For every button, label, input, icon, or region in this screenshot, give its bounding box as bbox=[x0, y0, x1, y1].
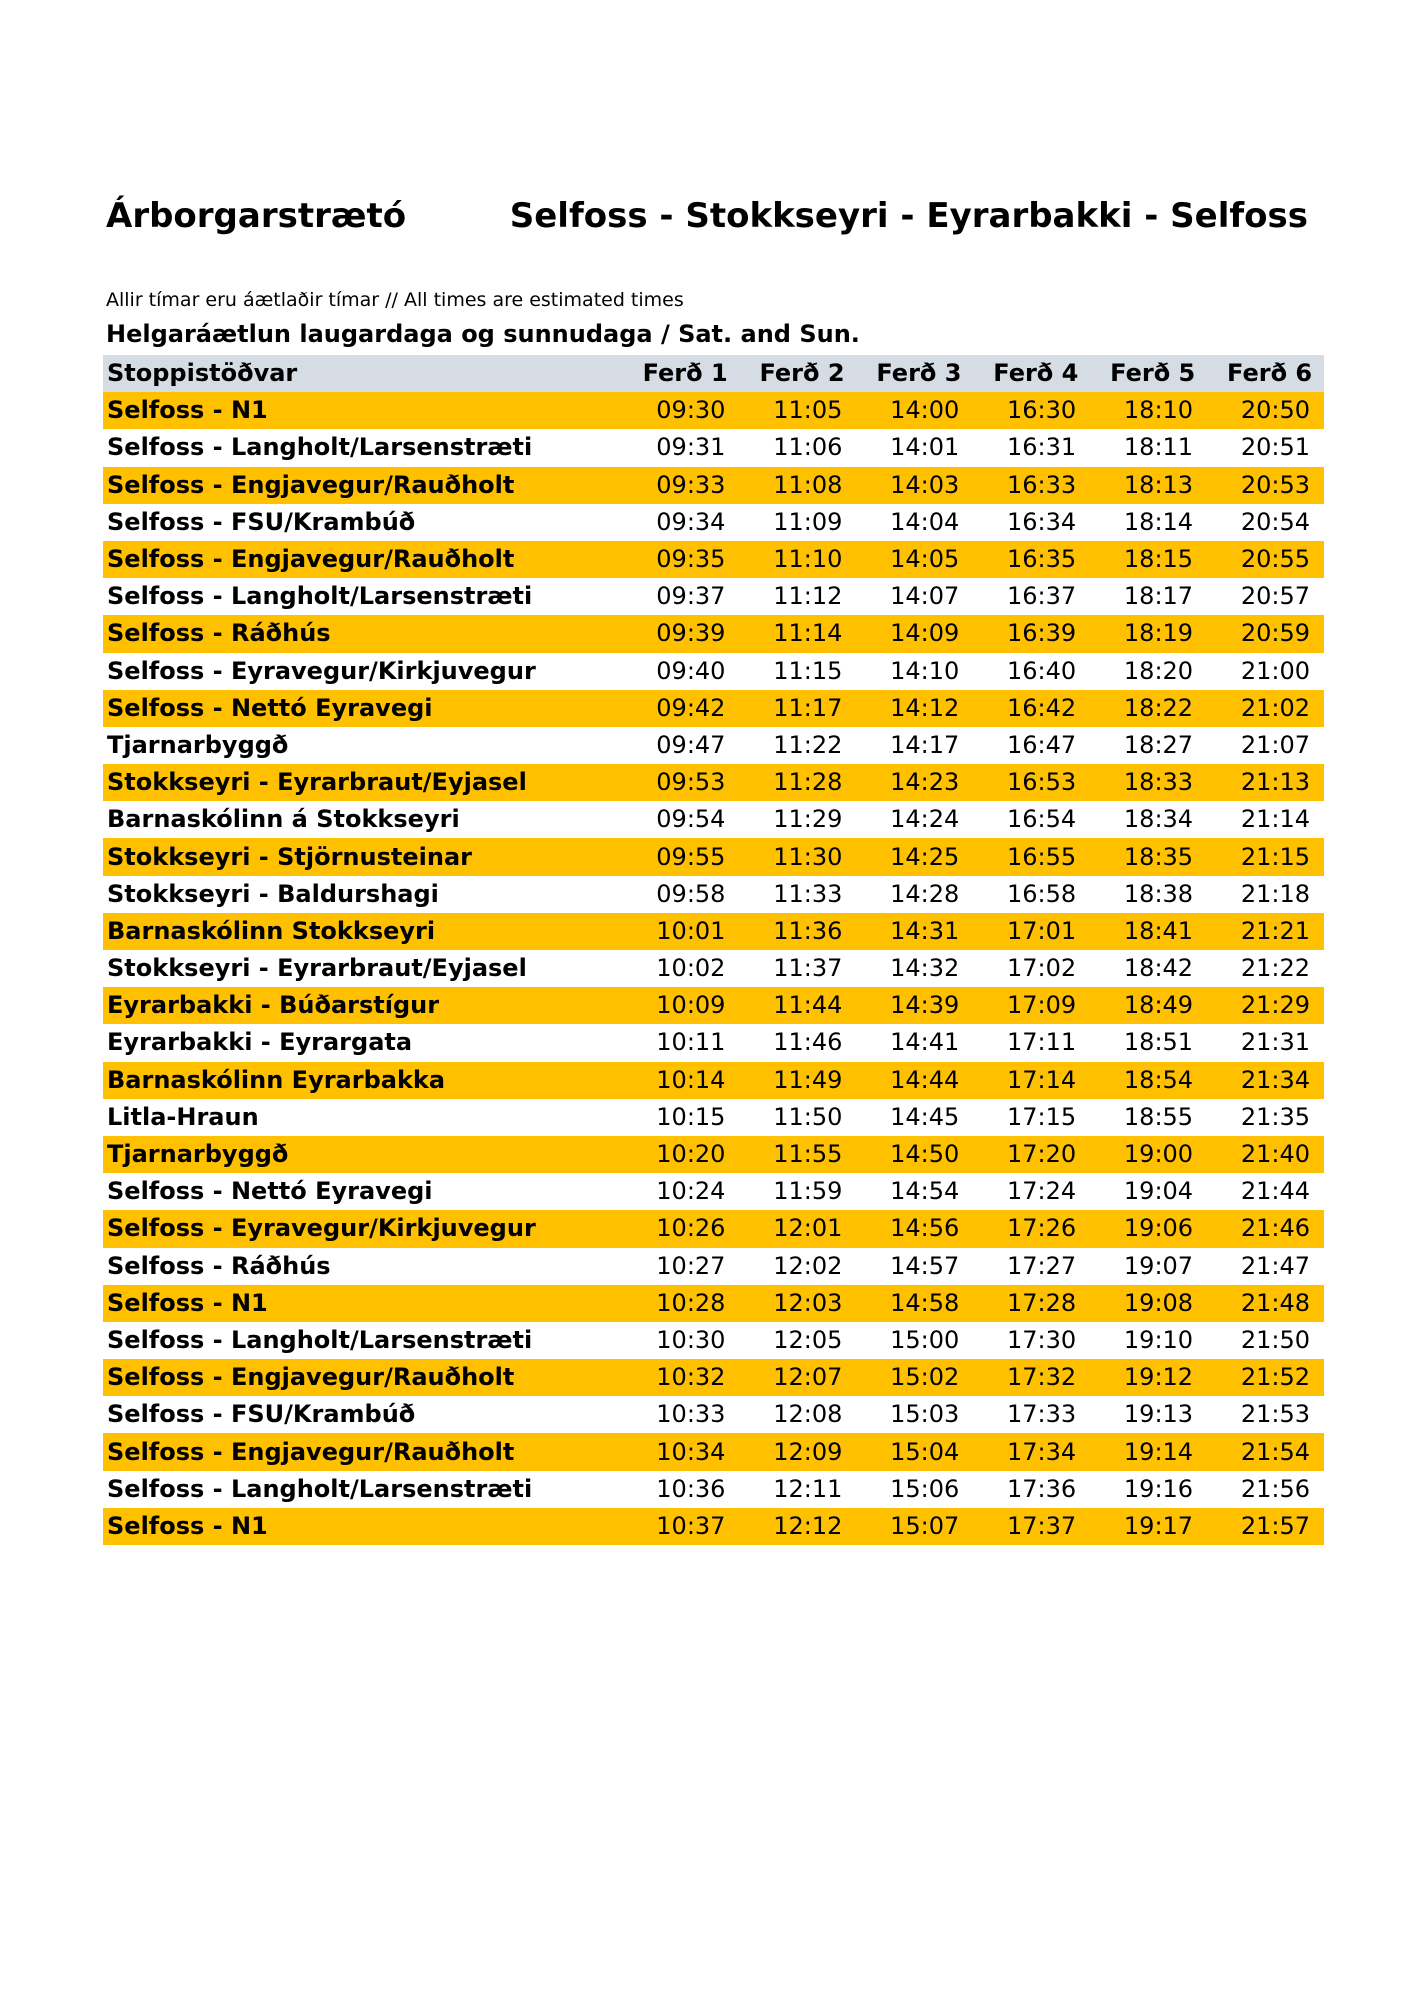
departure-time: 14:24 bbox=[890, 805, 960, 834]
departure-time: 14:04 bbox=[890, 507, 960, 536]
departure-time: 11:44 bbox=[773, 991, 843, 1020]
timetable-body bbox=[103, 392, 1324, 1545]
departure-time: 10:37 bbox=[656, 1511, 726, 1540]
departure-time: 16:34 bbox=[1007, 507, 1077, 536]
route-title: Selfoss - Stokkseyri - Eyrarbakki - Selfoss bbox=[509, 196, 1308, 236]
departure-time: 17:11 bbox=[1007, 1028, 1077, 1057]
departure-time: 21:00 bbox=[1240, 656, 1310, 685]
page-title: Árborgarstrætó bbox=[106, 196, 407, 236]
departure-time: 21:13 bbox=[1240, 768, 1310, 797]
departure-time: 11:33 bbox=[773, 879, 843, 908]
stop-name: Selfoss - Ráðhús bbox=[107, 619, 331, 648]
table-row bbox=[103, 1322, 1324, 1359]
table-header-row bbox=[103, 355, 1324, 392]
departure-time: 14:28 bbox=[890, 879, 960, 908]
departure-time: 21:34 bbox=[1240, 1065, 1310, 1094]
departure-time: 09:53 bbox=[656, 768, 726, 797]
departure-time: 10:34 bbox=[656, 1437, 726, 1466]
departure-time: 09:31 bbox=[656, 433, 726, 462]
departure-time: 16:37 bbox=[1007, 582, 1077, 611]
departure-time: 21:21 bbox=[1240, 916, 1310, 945]
table-row bbox=[103, 1173, 1324, 1210]
stop-name: Selfoss - Nettó Eyravegi bbox=[107, 1177, 433, 1206]
departure-time: 09:39 bbox=[656, 619, 726, 648]
departure-time: 12:09 bbox=[773, 1437, 843, 1466]
departure-time: 09:55 bbox=[656, 842, 726, 871]
departure-time: 12:03 bbox=[773, 1288, 843, 1317]
stop-name: Selfoss - Eyravegur/Kirkjuvegur bbox=[107, 1214, 536, 1243]
departure-time: 17:27 bbox=[1007, 1251, 1077, 1280]
departure-time: 11:49 bbox=[773, 1065, 843, 1094]
departure-time: 12:12 bbox=[773, 1511, 843, 1540]
departure-time: 11:15 bbox=[773, 656, 843, 685]
table-row bbox=[103, 764, 1324, 801]
departure-time: 12:05 bbox=[773, 1325, 843, 1354]
departure-time: 11:28 bbox=[773, 768, 843, 797]
stop-name: Selfoss - N1 bbox=[107, 1288, 268, 1317]
departure-time: 20:51 bbox=[1240, 433, 1310, 462]
departure-time: 12:07 bbox=[773, 1363, 843, 1392]
timetable bbox=[103, 355, 1324, 1545]
departure-time: 09:42 bbox=[656, 693, 726, 722]
departure-time: 17:36 bbox=[1007, 1474, 1077, 1503]
departure-time: 18:38 bbox=[1123, 879, 1194, 908]
departure-time: 19:00 bbox=[1123, 1140, 1194, 1169]
departure-time: 16:33 bbox=[1007, 470, 1077, 499]
departure-time: 10:20 bbox=[656, 1140, 726, 1169]
departure-time: 18:34 bbox=[1123, 805, 1194, 834]
stop-name: Stokkseyri - Eyrarbraut/Eyjasel bbox=[107, 768, 527, 797]
departure-time: 15:02 bbox=[890, 1363, 960, 1392]
departure-time: 18:42 bbox=[1123, 954, 1194, 983]
table-row bbox=[103, 1210, 1324, 1247]
departure-time: 18:49 bbox=[1123, 991, 1194, 1020]
stop-name: Selfoss - Engjavegur/Rauðholt bbox=[107, 1363, 515, 1392]
stop-name: Stokkseyri - Stjörnusteinar bbox=[107, 842, 472, 871]
departure-time: 11:05 bbox=[773, 396, 843, 425]
departure-time: 09:54 bbox=[656, 805, 726, 834]
departure-time: 10:33 bbox=[656, 1400, 726, 1429]
departure-time: 18:54 bbox=[1123, 1065, 1194, 1094]
table-row bbox=[103, 1099, 1324, 1136]
departure-time: 11:55 bbox=[773, 1140, 843, 1169]
departure-time: 20:54 bbox=[1240, 507, 1310, 536]
departure-time: 18:13 bbox=[1123, 470, 1194, 499]
stop-name: Selfoss - Ráðhús bbox=[107, 1251, 331, 1280]
departure-time: 16:31 bbox=[1007, 433, 1077, 462]
table-row bbox=[103, 1508, 1324, 1545]
departure-time: 09:35 bbox=[656, 545, 726, 574]
table-row bbox=[103, 838, 1324, 875]
departure-time: 14:25 bbox=[890, 842, 960, 871]
departure-time: 11:22 bbox=[773, 730, 843, 759]
departure-time: 18:55 bbox=[1123, 1102, 1194, 1131]
table-row bbox=[103, 1433, 1324, 1470]
trip-3-header: Ferð 3 bbox=[876, 359, 962, 388]
stop-name: Litla-Hraun bbox=[107, 1102, 259, 1131]
departure-time: 11:10 bbox=[773, 545, 843, 574]
estimated-times-note: Allir tímar eru áætlaðir tímar // All times are estimated times bbox=[106, 289, 684, 311]
departure-time: 19:17 bbox=[1123, 1511, 1194, 1540]
departure-time: 17:30 bbox=[1007, 1325, 1077, 1354]
departure-time: 14:23 bbox=[890, 768, 960, 797]
departure-time: 20:53 bbox=[1240, 470, 1310, 499]
departure-time: 20:50 bbox=[1240, 396, 1310, 425]
departure-time: 18:27 bbox=[1123, 730, 1194, 759]
table-row bbox=[103, 690, 1324, 727]
departure-time: 19:10 bbox=[1123, 1325, 1194, 1354]
departure-time: 20:57 bbox=[1240, 582, 1310, 611]
departure-time: 10:30 bbox=[656, 1325, 726, 1354]
departure-time: 14:31 bbox=[890, 916, 960, 945]
departure-time: 11:29 bbox=[773, 805, 843, 834]
stop-name: Selfoss - Langholt/Larsenstræti bbox=[107, 1325, 533, 1354]
departure-time: 09:30 bbox=[656, 396, 726, 425]
departure-time: 21:35 bbox=[1240, 1102, 1310, 1131]
departure-time: 19:06 bbox=[1123, 1214, 1194, 1243]
departure-time: 16:47 bbox=[1007, 730, 1077, 759]
departure-time: 20:59 bbox=[1240, 619, 1310, 648]
departure-time: 12:02 bbox=[773, 1251, 843, 1280]
departure-time: 18:11 bbox=[1123, 433, 1194, 462]
departure-time: 11:36 bbox=[773, 916, 843, 945]
table-row bbox=[103, 429, 1324, 466]
departure-time: 15:06 bbox=[890, 1474, 960, 1503]
table-row bbox=[103, 727, 1324, 764]
departure-time: 19:04 bbox=[1123, 1177, 1194, 1206]
departure-time: 12:08 bbox=[773, 1400, 843, 1429]
departure-time: 10:09 bbox=[656, 991, 726, 1020]
stop-name: Selfoss - N1 bbox=[107, 396, 268, 425]
departure-time: 11:09 bbox=[773, 507, 843, 536]
table-row bbox=[103, 1471, 1324, 1508]
departure-time: 18:35 bbox=[1123, 842, 1194, 871]
table-row bbox=[103, 1136, 1324, 1173]
departure-time: 12:11 bbox=[773, 1474, 843, 1503]
stop-name: Selfoss - Langholt/Larsenstræti bbox=[107, 433, 533, 462]
departure-time: 16:54 bbox=[1007, 805, 1077, 834]
trip-4-header: Ferð 4 bbox=[993, 359, 1079, 388]
departure-time: 18:17 bbox=[1123, 582, 1194, 611]
table-row bbox=[103, 1359, 1324, 1396]
departure-time: 14:00 bbox=[890, 396, 960, 425]
departure-time: 14:58 bbox=[890, 1288, 960, 1317]
departure-time: 09:37 bbox=[656, 582, 726, 611]
departure-time: 19:12 bbox=[1123, 1363, 1194, 1392]
departure-time: 16:42 bbox=[1007, 693, 1077, 722]
departure-time: 10:01 bbox=[656, 916, 726, 945]
departure-time: 18:19 bbox=[1123, 619, 1194, 648]
stop-name: Stokkseyri - Baldurshagi bbox=[107, 879, 439, 908]
stop-name: Eyrarbakki - Eyrargata bbox=[107, 1028, 413, 1057]
departure-time: 11:17 bbox=[773, 693, 843, 722]
departure-time: 17:34 bbox=[1007, 1437, 1077, 1466]
departure-time: 21:44 bbox=[1240, 1177, 1310, 1206]
departure-time: 14:32 bbox=[890, 954, 960, 983]
departure-time: 15:03 bbox=[890, 1400, 960, 1429]
departure-time: 19:13 bbox=[1123, 1400, 1194, 1429]
departure-time: 21:56 bbox=[1240, 1474, 1310, 1503]
departure-time: 14:41 bbox=[890, 1028, 960, 1057]
table-row bbox=[103, 578, 1324, 615]
departure-time: 16:39 bbox=[1007, 619, 1077, 648]
departure-time: 21:48 bbox=[1240, 1288, 1310, 1317]
table-row bbox=[103, 1062, 1324, 1099]
departure-time: 19:07 bbox=[1123, 1251, 1194, 1280]
stop-name: Barnaskólinn á Stokkseyri bbox=[107, 805, 460, 834]
stop-name: Eyrarbakki - Búðarstígur bbox=[107, 991, 440, 1020]
stop-name: Selfoss - Langholt/Larsenstræti bbox=[107, 582, 533, 611]
departure-time: 17:20 bbox=[1007, 1140, 1077, 1169]
table-row bbox=[103, 1396, 1324, 1433]
stop-name: Selfoss - Nettó Eyravegi bbox=[107, 693, 433, 722]
departure-time: 10:32 bbox=[656, 1363, 726, 1392]
stop-name: Tjarnarbyggð bbox=[107, 1140, 289, 1169]
departure-time: 14:10 bbox=[890, 656, 960, 685]
departure-time: 14:45 bbox=[890, 1102, 960, 1131]
departure-time: 11:08 bbox=[773, 470, 843, 499]
table-row bbox=[103, 987, 1324, 1024]
departure-time: 10:02 bbox=[656, 954, 726, 983]
trip-5-header: Ferð 5 bbox=[1110, 359, 1196, 388]
departure-time: 16:53 bbox=[1007, 768, 1077, 797]
table-row bbox=[103, 653, 1324, 690]
departure-time: 09:47 bbox=[656, 730, 726, 759]
departure-time: 09:40 bbox=[656, 656, 726, 685]
departure-time: 11:14 bbox=[773, 619, 843, 648]
departure-time: 14:17 bbox=[890, 730, 960, 759]
departure-time: 17:14 bbox=[1007, 1065, 1077, 1094]
departure-time: 17:15 bbox=[1007, 1102, 1077, 1131]
table-row bbox=[103, 801, 1324, 838]
stop-name: Selfoss - FSU/Krambúð bbox=[107, 1400, 416, 1429]
departure-time: 09:34 bbox=[656, 507, 726, 536]
departure-time: 10:24 bbox=[656, 1177, 726, 1206]
stop-name: Selfoss - N1 bbox=[107, 1511, 268, 1540]
trip-1-header: Ferð 1 bbox=[642, 359, 728, 388]
departure-time: 14:09 bbox=[890, 619, 960, 648]
departure-time: 11:30 bbox=[773, 842, 843, 871]
departure-time: 21:15 bbox=[1240, 842, 1310, 871]
departure-time: 14:12 bbox=[890, 693, 960, 722]
departure-time: 17:32 bbox=[1007, 1363, 1077, 1392]
departure-time: 11:06 bbox=[773, 433, 843, 462]
stop-name: Selfoss - Engjavegur/Rauðholt bbox=[107, 1437, 515, 1466]
departure-time: 10:27 bbox=[656, 1251, 726, 1280]
table-row bbox=[103, 467, 1324, 504]
departure-time: 11:50 bbox=[773, 1102, 843, 1131]
departure-time: 14:57 bbox=[890, 1251, 960, 1280]
departure-time: 16:55 bbox=[1007, 842, 1077, 871]
stop-column-header: Stoppistöðvar bbox=[107, 359, 298, 388]
departure-time: 18:10 bbox=[1123, 396, 1194, 425]
departure-time: 14:39 bbox=[890, 991, 960, 1020]
departure-time: 16:58 bbox=[1007, 879, 1077, 908]
departure-time: 18:22 bbox=[1123, 693, 1194, 722]
departure-time: 17:37 bbox=[1007, 1511, 1077, 1540]
departure-time: 21:50 bbox=[1240, 1325, 1310, 1354]
table-row bbox=[103, 392, 1324, 429]
departure-time: 17:26 bbox=[1007, 1214, 1077, 1243]
departure-time: 21:07 bbox=[1240, 730, 1310, 759]
departure-time: 19:16 bbox=[1123, 1474, 1194, 1503]
stop-name: Barnaskólinn Stokkseyri bbox=[107, 916, 436, 945]
stop-name: Selfoss - Langholt/Larsenstræti bbox=[107, 1474, 533, 1503]
departure-time: 14:03 bbox=[890, 470, 960, 499]
departure-time: 10:14 bbox=[656, 1065, 726, 1094]
departure-time: 21:53 bbox=[1240, 1400, 1310, 1429]
departure-time: 21:18 bbox=[1240, 879, 1310, 908]
schedule-subtitle: Helgaráætlun laugardaga og sunnudaga / Sat. and Sun. bbox=[106, 320, 860, 348]
table-row bbox=[103, 876, 1324, 913]
departure-time: 09:58 bbox=[656, 879, 726, 908]
stop-name: Selfoss - FSU/Krambúð bbox=[107, 507, 416, 536]
departure-time: 11:46 bbox=[773, 1028, 843, 1057]
departure-time: 17:24 bbox=[1007, 1177, 1077, 1206]
stop-name: Barnaskólinn Eyrarbakka bbox=[107, 1065, 446, 1094]
stop-name: Stokkseyri - Eyrarbraut/Eyjasel bbox=[107, 954, 527, 983]
departure-time: 17:33 bbox=[1007, 1400, 1077, 1429]
departure-time: 10:15 bbox=[656, 1102, 726, 1131]
departure-time: 21:46 bbox=[1240, 1214, 1310, 1243]
table-row bbox=[103, 913, 1324, 950]
trip-6-header: Ferð 6 bbox=[1227, 359, 1313, 388]
table-row bbox=[103, 504, 1324, 541]
departure-time: 18:51 bbox=[1123, 1028, 1194, 1057]
stop-name: Selfoss - Eyravegur/Kirkjuvegur bbox=[107, 656, 536, 685]
departure-time: 21:31 bbox=[1240, 1028, 1310, 1057]
departure-time: 14:07 bbox=[890, 582, 960, 611]
departure-time: 21:54 bbox=[1240, 1437, 1310, 1466]
departure-time: 16:40 bbox=[1007, 656, 1077, 685]
departure-time: 18:41 bbox=[1123, 916, 1194, 945]
departure-time: 18:14 bbox=[1123, 507, 1194, 536]
departure-time: 12:01 bbox=[773, 1214, 843, 1243]
departure-time: 17:01 bbox=[1007, 916, 1077, 945]
departure-time: 10:11 bbox=[656, 1028, 726, 1057]
departure-time: 11:12 bbox=[773, 582, 843, 611]
departure-time: 21:57 bbox=[1240, 1511, 1310, 1540]
table-row bbox=[103, 541, 1324, 578]
departure-time: 15:00 bbox=[890, 1325, 960, 1354]
departure-time: 09:33 bbox=[656, 470, 726, 499]
departure-time: 21:29 bbox=[1240, 991, 1310, 1020]
stop-name: Tjarnarbyggð bbox=[107, 730, 289, 759]
table-row bbox=[103, 1024, 1324, 1061]
departure-time: 17:28 bbox=[1007, 1288, 1077, 1317]
departure-time: 14:44 bbox=[890, 1065, 960, 1094]
departure-time: 17:02 bbox=[1007, 954, 1077, 983]
table-row bbox=[103, 950, 1324, 987]
departure-time: 21:47 bbox=[1240, 1251, 1310, 1280]
table-row bbox=[103, 1285, 1324, 1322]
departure-time: 14:54 bbox=[890, 1177, 960, 1206]
departure-time: 18:33 bbox=[1123, 768, 1194, 797]
departure-time: 14:50 bbox=[890, 1140, 960, 1169]
departure-time: 10:36 bbox=[656, 1474, 726, 1503]
departure-time: 18:15 bbox=[1123, 545, 1194, 574]
departure-time: 21:52 bbox=[1240, 1363, 1310, 1392]
departure-time: 14:01 bbox=[890, 433, 960, 462]
departure-time: 21:22 bbox=[1240, 954, 1310, 983]
departure-time: 11:59 bbox=[773, 1177, 843, 1206]
departure-time: 20:55 bbox=[1240, 545, 1310, 574]
departure-time: 10:28 bbox=[656, 1288, 726, 1317]
departure-time: 15:04 bbox=[890, 1437, 960, 1466]
departure-time: 14:05 bbox=[890, 545, 960, 574]
departure-time: 15:07 bbox=[890, 1511, 960, 1540]
departure-time: 16:30 bbox=[1007, 396, 1077, 425]
departure-time: 18:20 bbox=[1123, 656, 1194, 685]
trip-2-header: Ferð 2 bbox=[759, 359, 845, 388]
stop-name: Selfoss - Engjavegur/Rauðholt bbox=[107, 470, 515, 499]
departure-time: 17:09 bbox=[1007, 991, 1077, 1020]
departure-time: 19:14 bbox=[1123, 1437, 1194, 1466]
departure-time: 21:02 bbox=[1240, 693, 1310, 722]
departure-time: 21:14 bbox=[1240, 805, 1310, 834]
departure-time: 14:56 bbox=[890, 1214, 960, 1243]
stop-name: Selfoss - Engjavegur/Rauðholt bbox=[107, 545, 515, 574]
departure-time: 11:37 bbox=[773, 954, 843, 983]
departure-time: 19:08 bbox=[1123, 1288, 1194, 1317]
departure-time: 21:40 bbox=[1240, 1140, 1310, 1169]
departure-time: 10:26 bbox=[656, 1214, 726, 1243]
departure-time: 16:35 bbox=[1007, 545, 1077, 574]
table-row bbox=[103, 1248, 1324, 1285]
table-row bbox=[103, 615, 1324, 652]
